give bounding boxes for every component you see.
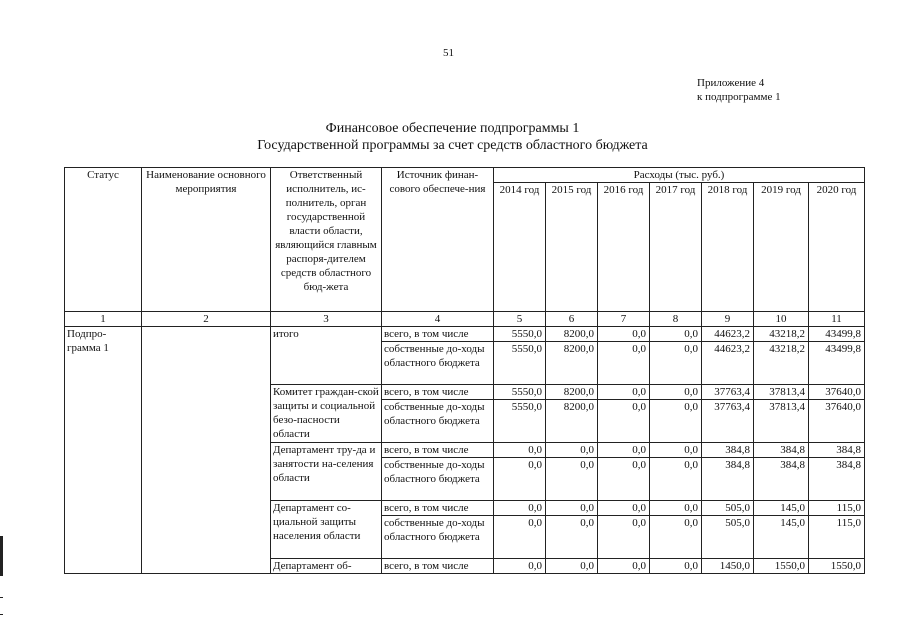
value-cell: 0,0 (546, 443, 598, 458)
header-year: 2015 год (546, 183, 598, 312)
value-cell: 43218,2 (754, 327, 809, 342)
column-number: 2 (142, 312, 271, 327)
table-row (65, 327, 865, 342)
value-cell: 37640,0 (809, 385, 865, 400)
value-cell: 505,0 (702, 501, 754, 516)
executor-cell: Департамент об- (271, 559, 382, 574)
value-cell: 37813,4 (754, 385, 809, 400)
value-cell: 5550,0 (494, 342, 546, 385)
header-source: Источник финан-сового обеспече-ния (382, 168, 494, 312)
appendix-line-2: к подпрограмме 1 (697, 91, 781, 103)
column-number: 9 (702, 312, 754, 327)
source-cell: собственные до-ходы областного бюджета (382, 400, 494, 443)
status-cell: Подпро-грамма 1 (65, 327, 142, 574)
header-year: 2018 год (702, 183, 754, 312)
value-cell: 384,8 (754, 443, 809, 458)
value-cell: 8200,0 (546, 342, 598, 385)
value-cell: 37813,4 (754, 400, 809, 443)
title-line-2: Государственной программы за счет средств областного бюджета (257, 138, 648, 153)
column-number-row (65, 312, 865, 327)
value-cell: 37640,0 (809, 400, 865, 443)
scan-edge-mark (0, 597, 3, 598)
value-cell: 0,0 (650, 501, 702, 516)
appendix-line-1: Приложение 4 (697, 77, 765, 89)
source-cell: всего, в том числе (382, 501, 494, 516)
value-cell: 384,8 (809, 443, 865, 458)
value-cell: 0,0 (546, 501, 598, 516)
header-expenses: Расходы (тыс. руб.) (494, 168, 865, 183)
value-cell: 8200,0 (546, 400, 598, 443)
value-cell: 384,8 (809, 458, 865, 501)
value-cell: 0,0 (494, 443, 546, 458)
value-cell: 44623,2 (702, 327, 754, 342)
executor-cell: Комитет граждан-ской защиты и социальной безо-пасности области (271, 385, 382, 443)
value-cell: 1550,0 (809, 559, 865, 574)
value-cell: 0,0 (598, 458, 650, 501)
source-cell: всего, в том числе (382, 559, 494, 574)
header-measure: Наименование основного мероприятия (142, 168, 271, 312)
column-number: 4 (382, 312, 494, 327)
value-cell: 0,0 (598, 342, 650, 385)
value-cell: 0,0 (598, 443, 650, 458)
header-year: 2020 год (809, 183, 865, 312)
column-number: 8 (650, 312, 702, 327)
column-number: 5 (494, 312, 546, 327)
header-executor: Ответственный исполнитель, ис-полнитель, орган государственной власти области, являющийся главным распоря-дителем средств областного бюд-жета (271, 168, 382, 312)
value-cell: 0,0 (650, 327, 702, 342)
page-number: 51 (443, 47, 454, 59)
value-cell: 384,8 (754, 458, 809, 501)
value-cell: 1450,0 (702, 559, 754, 574)
column-number: 6 (546, 312, 598, 327)
value-cell: 0,0 (650, 443, 702, 458)
value-cell: 115,0 (809, 516, 865, 559)
value-cell: 0,0 (494, 516, 546, 559)
value-cell: 8200,0 (546, 385, 598, 400)
value-cell: 0,0 (494, 458, 546, 501)
value-cell: 0,0 (598, 516, 650, 559)
value-cell: 0,0 (546, 516, 598, 559)
header-year: 2019 год (754, 183, 809, 312)
value-cell: 0,0 (546, 559, 598, 574)
column-number: 11 (809, 312, 865, 327)
document-title (0, 120, 905, 154)
column-number: 3 (271, 312, 382, 327)
financing-table (64, 167, 865, 574)
value-cell: 0,0 (598, 385, 650, 400)
source-cell: собственные до-ходы областного бюджета (382, 458, 494, 501)
scan-edge-mark (0, 536, 3, 576)
value-cell: 37763,4 (702, 385, 754, 400)
value-cell: 0,0 (546, 458, 598, 501)
appendix-note (697, 76, 781, 104)
value-cell: 0,0 (650, 400, 702, 443)
value-cell: 43499,8 (809, 327, 865, 342)
value-cell: 43499,8 (809, 342, 865, 385)
value-cell: 505,0 (702, 516, 754, 559)
value-cell: 384,8 (702, 458, 754, 501)
title-line-1: Финансовое обеспечение подпрограммы 1 (325, 121, 580, 136)
value-cell: 0,0 (494, 501, 546, 516)
value-cell: 115,0 (809, 501, 865, 516)
value-cell: 5550,0 (494, 327, 546, 342)
column-number: 1 (65, 312, 142, 327)
value-cell: 145,0 (754, 516, 809, 559)
value-cell: 5550,0 (494, 385, 546, 400)
executor-cell: итого (271, 327, 382, 385)
value-cell: 384,8 (702, 443, 754, 458)
value-cell: 0,0 (650, 385, 702, 400)
scan-edge-mark (0, 614, 3, 615)
value-cell: 5550,0 (494, 400, 546, 443)
executor-cell: Департамент со-циальной защиты населения области (271, 501, 382, 559)
value-cell: 0,0 (650, 559, 702, 574)
measure-cell (142, 327, 271, 574)
source-cell: всего, в том числе (382, 443, 494, 458)
value-cell: 0,0 (598, 400, 650, 443)
value-cell: 1550,0 (754, 559, 809, 574)
value-cell: 0,0 (598, 327, 650, 342)
value-cell: 0,0 (650, 458, 702, 501)
value-cell: 0,0 (650, 516, 702, 559)
value-cell: 8200,0 (546, 327, 598, 342)
value-cell: 145,0 (754, 501, 809, 516)
column-number: 10 (754, 312, 809, 327)
executor-cell: Департамент тру-да и занятости на-селения области (271, 443, 382, 501)
column-number: 7 (598, 312, 650, 327)
header-year: 2014 год (494, 183, 546, 312)
source-cell: собственные до-ходы областного бюджета (382, 516, 494, 559)
value-cell: 44623,2 (702, 342, 754, 385)
source-cell: всего, в том числе (382, 327, 494, 342)
source-cell: собственные до-ходы областного бюджета (382, 342, 494, 385)
source-cell: всего, в том числе (382, 385, 494, 400)
value-cell: 0,0 (598, 559, 650, 574)
header-status: Статус (65, 168, 142, 312)
value-cell: 43218,2 (754, 342, 809, 385)
header-year: 2017 год (650, 183, 702, 312)
value-cell: 0,0 (598, 501, 650, 516)
value-cell: 0,0 (650, 342, 702, 385)
value-cell: 0,0 (494, 559, 546, 574)
header-year: 2016 год (598, 183, 650, 312)
value-cell: 37763,4 (702, 400, 754, 443)
